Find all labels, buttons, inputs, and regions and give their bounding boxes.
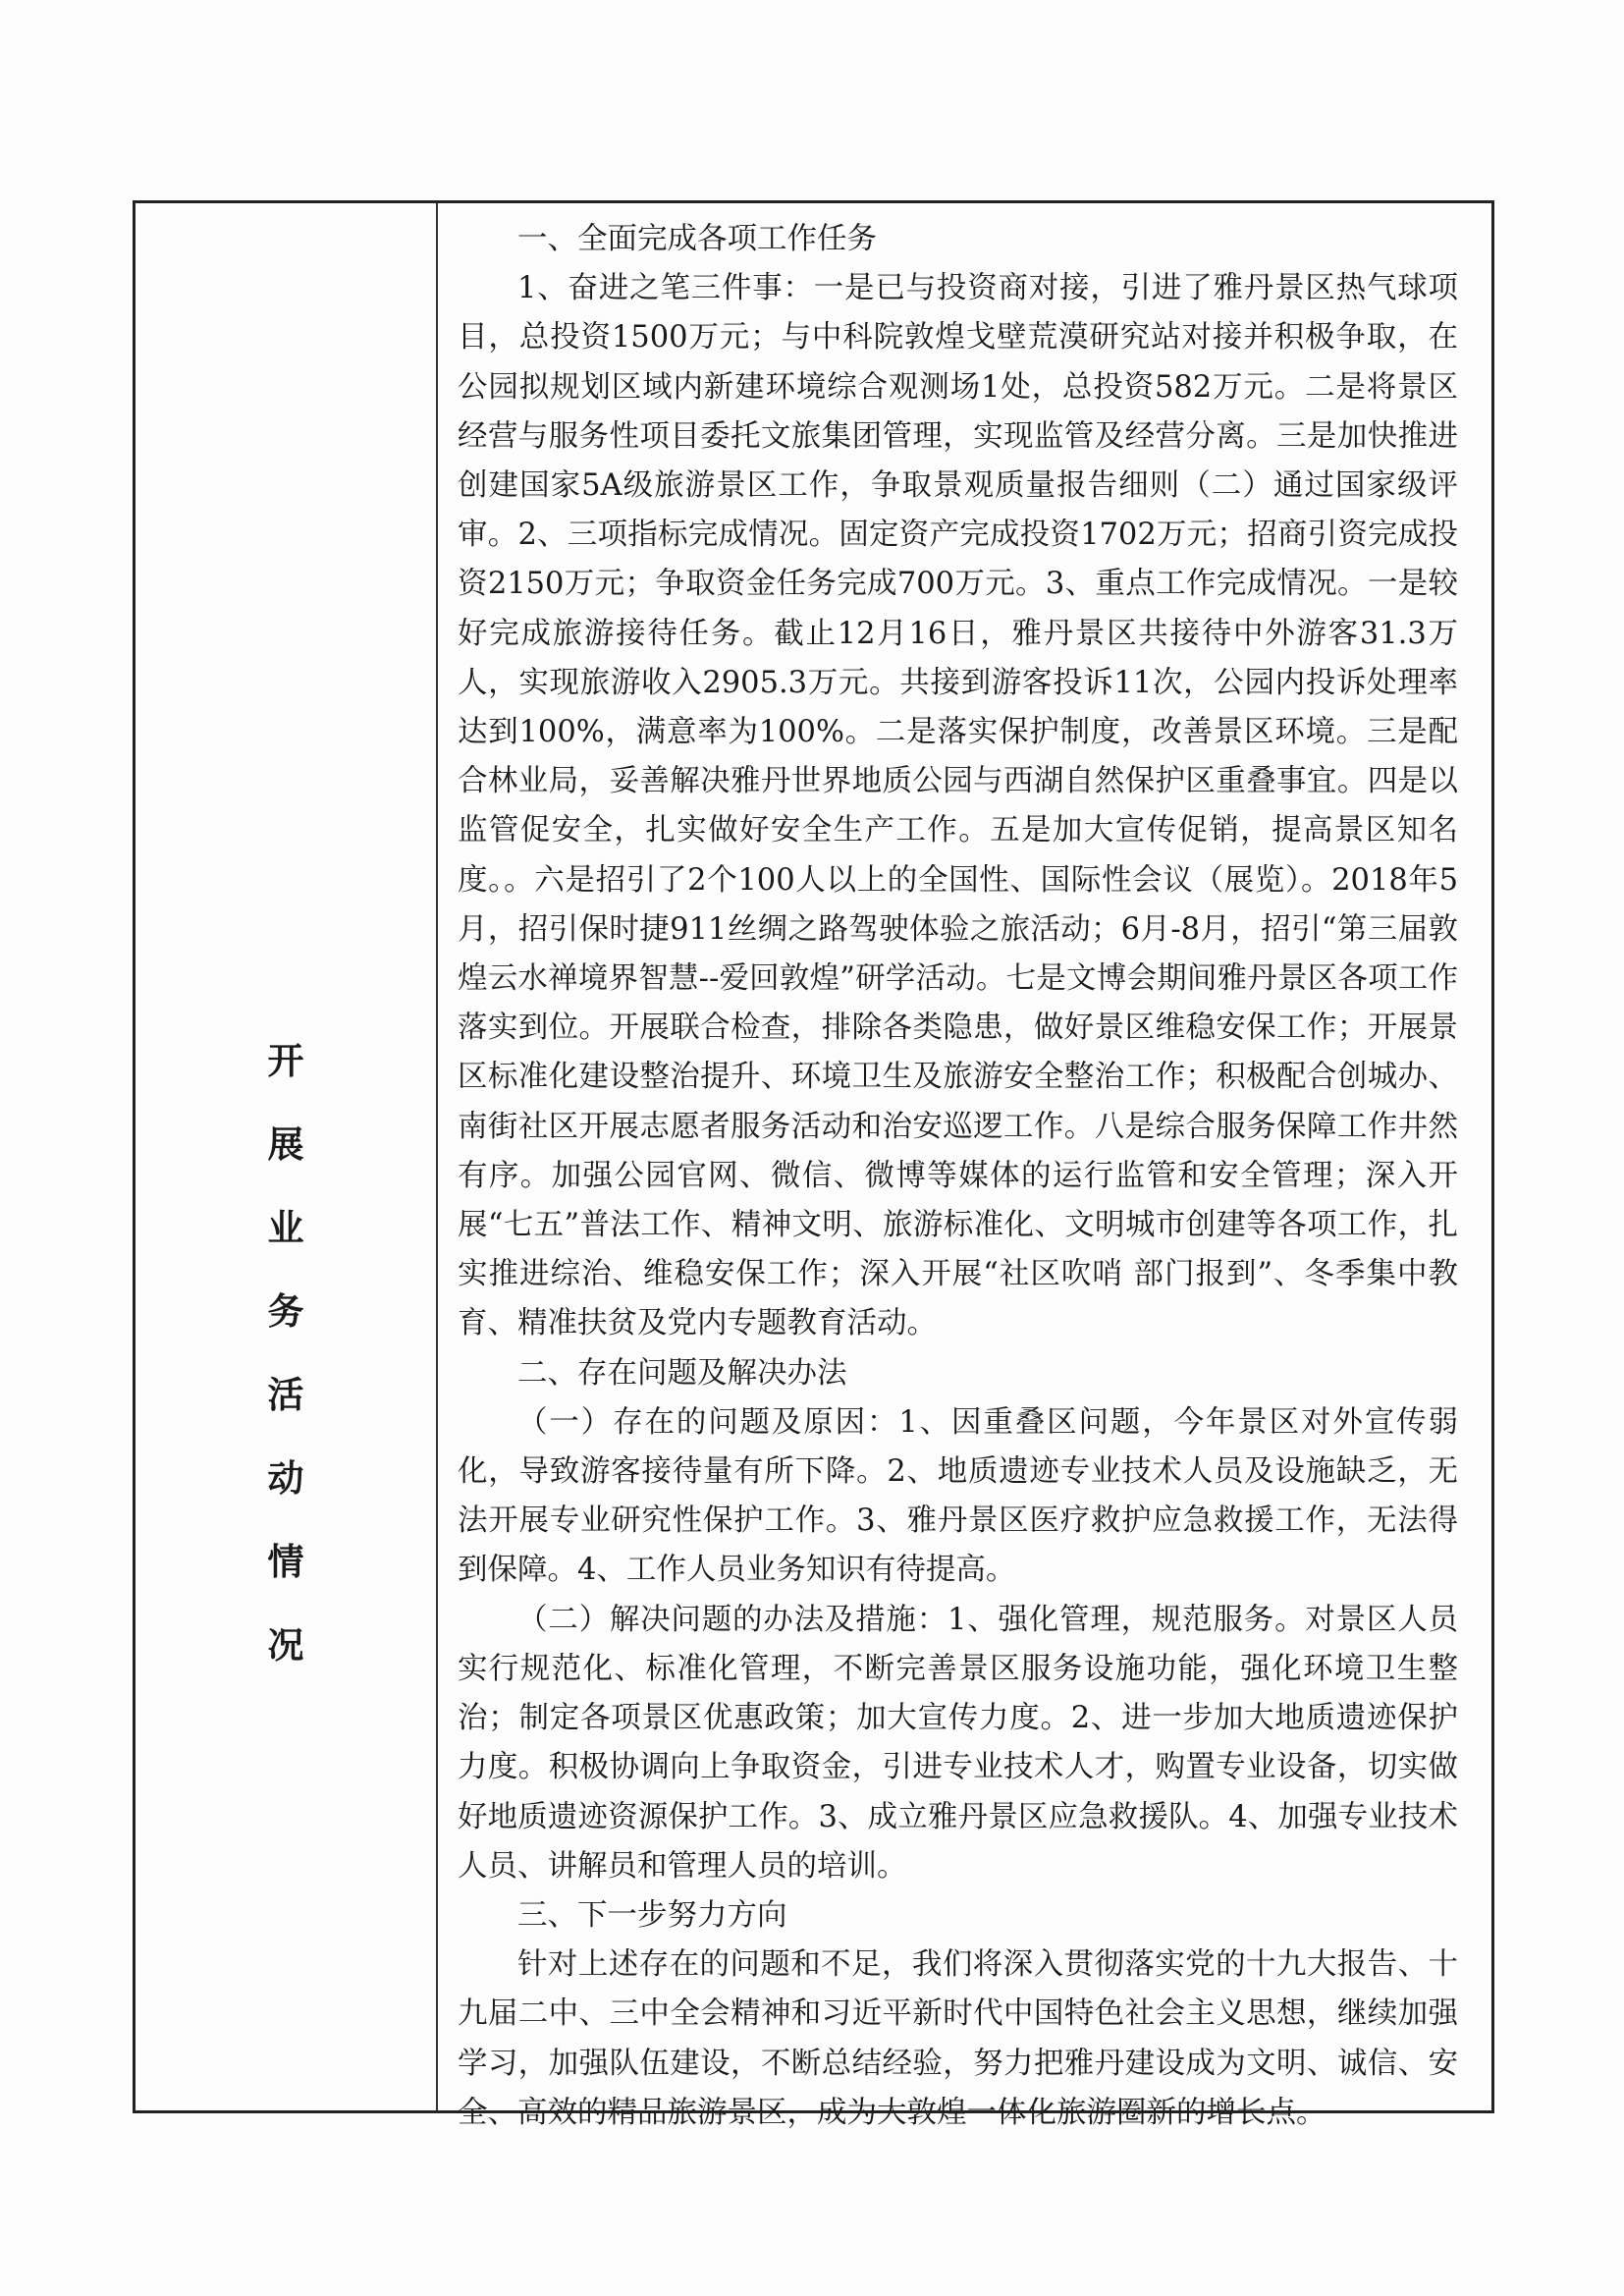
body-paragraph: （一）存在的问题及原因：1、因重叠区问题，今年景区对外宣传弱化，导致游客接待量有所下降。2、地质遗迹专业技术人员及设施缺乏，无法开展专业研究性保护工作。3、雅丹景区医疗救护应急救援工作，无法得到保障。4、工作人员业务知识有待提高。 [458, 1404, 1458, 1588]
section-heading: 三、下一步努力方向 [517, 1897, 787, 1933]
label-char: 务 [267, 1290, 304, 1333]
label-char: 展 [267, 1123, 304, 1166]
label-char: 况 [267, 1624, 304, 1667]
section-heading: 二、存在问题及解决办法 [517, 1355, 847, 1391]
label-char: 情 [267, 1541, 304, 1583]
content-cell [438, 203, 1491, 2130]
form-table [133, 200, 1494, 2130]
label-cell [135, 203, 438, 2110]
body-paragraph: 1、奋进之笔三件事：一是已与投资商对接，引进了雅丹景区热气球项目，总投资1500万元；与中科院敦煌戈壁荒漠研究站对接并积极争取，在公园拟规划区域内新建环境综合观测场1处，总投资582万元。二是将景区经营与服务性项目委托文旅集团管理，实现监管及经营分离。三是加快推进创建国家5A级旅游景区工作，争取景观质量报告细则（二）通过国家级评审。2、三项指标完成情况。固定资产完成投资1702万元；招商引资完成投资2150万元；争取资金任务完成700万元。3、重点工作完成情况。一是较好完成旅游接待任务。截止12月16日，雅丹景区共接待中外游客31.3万人，实现旅游收入2905.3万元。共接到游客投诉11次，公园内投诉处理率达到100%，满意率为100%。二是落实保护制度，改善景区环境。三是配合林业局，妥善解决雅丹世界地质公园与西湖自然保护区重叠事宜。四是以监管促安全，扎实做好安全生产工作。五是加大宣传促销，提高景区知名度。。六是招引了2个100人以上的全国性、国际性会议（展览）。2018年5月，招引保时捷911丝绸之路驾驶体验之旅活动；6月-8月，招引“第三届敦煌云水禅境界智慧--爱回敦煌”研学活动。七是文博会期间雅丹景区各项工作落实到位。开展联合检查，排除各类隐患，做好景区维稳安保工作；开展景区标准化建设整治提升、环境卫生及旅游安全整治工作；积极配合创城办、南街社区开展志愿者服务活动和治安巡逻工作。八是综合服务保障工作井然有序。加强公园官网、微信、微博等媒体的运行监管和安全管理；深入开展“七五”普法工作、精神文明、旅游标准化、文明城市创建等各项工作，扎实推进综治、维稳安保工作；深入开展“社区吹哨 部门报到”、冬季集中教育、精准扶贫及党内专题教育活动。 [458, 271, 1458, 1341]
body-paragraph: 针对上述存在的问题和不足，我们将深入贯彻落实党的十九大报告、十九届二中、三中全会精神和习近平新时代中国特色社会主义思想，继续加强学习，加强队伍建设，不断总结经验，努力把雅丹建设成为文明、诚信、安全、高效的精品旅游景区，成为大敦煌一体化旅游圈新的增长点。 [458, 1947, 1458, 2130]
vertical-label [135, 1038, 436, 1706]
label-char: 开 [267, 1040, 304, 1082]
label-char: 业 [267, 1207, 304, 1249]
body-paragraph: （二）解决问题的办法及措施：1、强化管理，规范服务。对景区人员实行规范化、标准化管理，不断完善景区服务设施功能，强化环境卫生整治；制定各项景区优惠政策；加大宣传力度。2、进一步加大地质遗迹保护力度。积极协调向上争取资金，引进专业技术人才，购置专业设备，切实做好地质遗迹资源保护工作。3、成立雅丹景区应急救援队。4、加强专业技术人员、讲解员和管理人员的培训。 [458, 1602, 1458, 1884]
section-heading: 一、全面完成各项工作任务 [517, 222, 877, 256]
label-char: 动 [267, 1457, 304, 1500]
label-char: 活 [267, 1374, 304, 1416]
